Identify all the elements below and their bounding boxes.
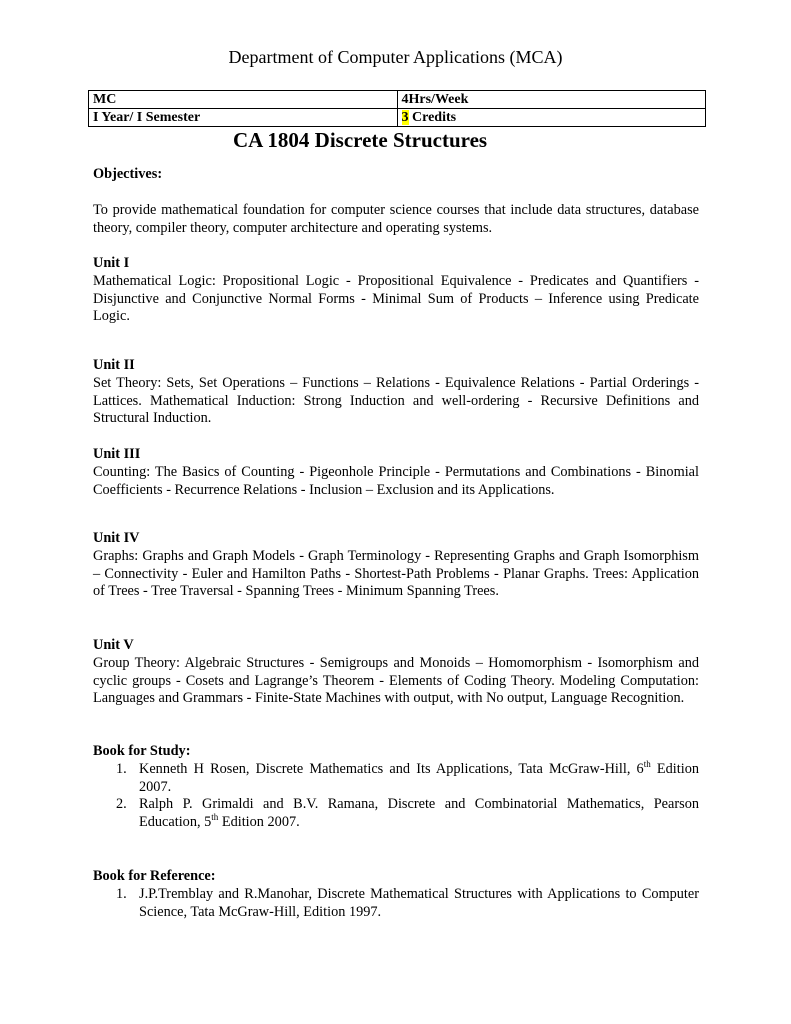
list-number: 2. — [116, 796, 127, 813]
book-text: Kenneth H Rosen, Discrete Mathematics and Its Applications, Tata McGraw-Hill, 6 — [139, 760, 644, 777]
unit-text: Counting: The Basics of Counting - Pigeonhole Principle - Permutations and Combinations - Binomial Coefficients - Recurrence Relations - Inclusion – Exclusion and its Applications. — [93, 463, 699, 498]
books-for-study-heading: Book for Study: — [93, 743, 191, 759]
unit-5-section — [93, 637, 699, 708]
table-row — [89, 109, 706, 127]
table-row — [89, 91, 706, 109]
list-number: 1. — [116, 885, 127, 902]
list-item — [93, 796, 699, 832]
list-item — [93, 886, 699, 922]
unit-heading: Unit IV — [93, 530, 140, 546]
unit-heading: Unit II — [93, 357, 135, 373]
book-text: Ralph P. Grimaldi and B.V. Ramana, Discrete and Combinatorial Mathematics, Pearson Education, 5 — [139, 796, 699, 831]
course-info-table — [88, 90, 706, 127]
superscript: th — [643, 758, 651, 769]
course-title: CA 1804 Discrete Structures — [233, 128, 488, 152]
books-for-reference-heading: Book for Reference: — [93, 868, 216, 884]
unit-3-section — [93, 446, 699, 499]
department-header: Department of Computer Applications (MCA) — [228, 47, 563, 67]
course-category-cell: MC — [89, 91, 398, 109]
unit-4-section — [93, 530, 699, 601]
books-for-study-list — [93, 758, 699, 832]
unit-text: Mathematical Logic: Propositional Logic - Propositional Equivalence - Predicates and Quantifiers - Disjunctive and Conjunctive Normal Forms - Minimal Sum of Products – Inference using Predicate Logic. — [93, 272, 699, 325]
book-text: J.P.Tremblay and R.Manohar, Discrete Mathematical Structures with Applications to Computer Science, Tata McGraw-Hill, Edition 1997. — [139, 885, 699, 920]
superscript: th — [211, 812, 219, 823]
unit-text: Graphs: Graphs and Graph Models - Graph Terminology - Representing Graphs and Graph Isomorphism – Connectivity - Euler and Hamilton Paths - Shortest-Path Problems - Planar Graphs. Trees: Application of Trees - Tree Traversal - Spanning Trees - Minimum Spanning Trees. — [93, 547, 699, 600]
list-item — [93, 758, 699, 797]
credits-label: Credits — [408, 110, 457, 125]
unit-heading: Unit I — [93, 255, 130, 271]
books-for-reference-list — [93, 886, 699, 922]
book-text: Edition 2007. — [139, 760, 699, 795]
credits-cell — [397, 109, 706, 127]
unit-text: Group Theory: Algebraic Structures - Semigroups and Monoids – Homomorphism - Isomorphism and cyclic groups - Cosets and Lagrange’s Theorem - Elements of Coding Theory. Modeling Computation: Languages and Grammars - Finite-State Machines with output, with No output, Language Recognition. — [93, 654, 699, 707]
unit-heading: Unit V — [93, 637, 134, 653]
credits-number-highlight: 3 — [401, 110, 409, 125]
books-for-reference-section — [93, 868, 699, 921]
list-number: 1. — [116, 760, 127, 777]
book-text: Edition 2007. — [218, 814, 300, 831]
unit-1-section — [93, 255, 699, 326]
unit-2-section — [93, 357, 699, 428]
books-for-study-section — [93, 743, 699, 832]
unit-heading: Unit III — [93, 446, 141, 462]
hours-cell: 4Hrs/Week — [397, 91, 706, 109]
objectives-text: To provide mathematical foundation for computer science courses that include data structures, database theory, compiler theory, computer architecture and operating systems. — [93, 202, 699, 236]
objectives-heading: Objectives: — [93, 166, 163, 182]
unit-text: Set Theory: Sets, Set Operations – Functions – Relations - Equivalence Relations - Partial Orderings - Lattices. Mathematical Induction: Strong Induction and well-ordering - Recursive Definitions and Structural Induction. — [93, 374, 699, 427]
year-semester-cell: I Year/ I Semester — [89, 109, 398, 127]
